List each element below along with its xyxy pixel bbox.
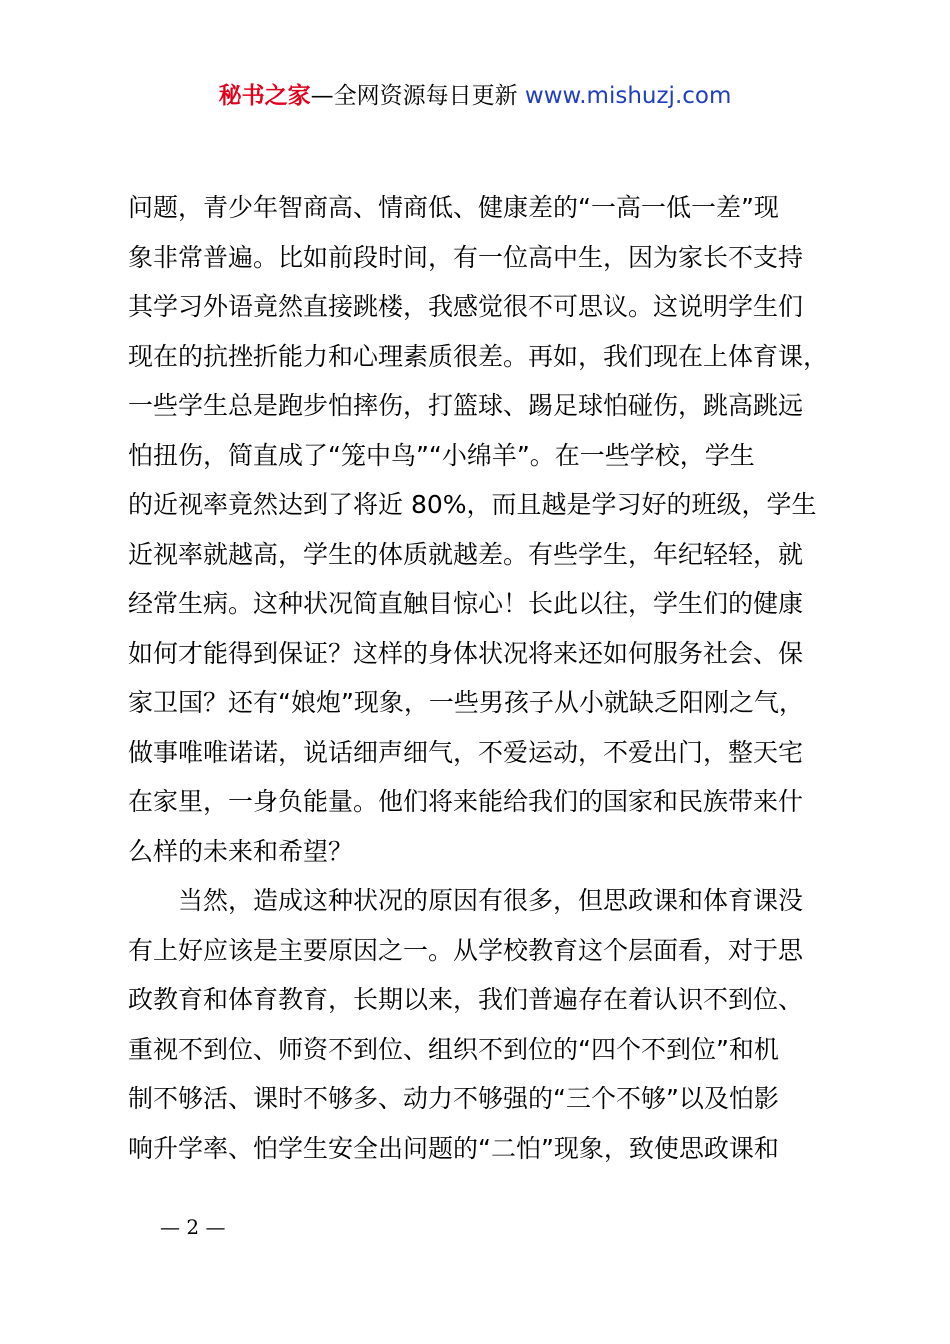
text-line: 有上好应该是主要原因之一。从学校教育这个层面看，对于思 <box>128 935 804 965</box>
text-line: 问题，青少年智商高、情商低、健康差的“一高一低一差”现 <box>128 193 779 222</box>
text-line: 么样的未来和希望？ <box>128 836 354 866</box>
text-line: 近视率就越高，学生的体质就越差。有些学生，年纪轻轻，就 <box>128 539 804 569</box>
text-line: 一些学生总是跑步怕摔伤，打篮球、踢足球怕碰伤，跳高跳远 <box>128 391 804 420</box>
document-body <box>128 183 838 1173</box>
text-line: 如何才能得到保证？这样的身体状况将来还如何服务社会、保 <box>128 638 804 668</box>
text-line: 的近视率竟然达到了将近 80%，而且越是学习好的班级，学生 <box>128 490 817 519</box>
text-line: 政教育和体育教育，长期以来，我们普遍存在着认识不到位、 <box>128 985 804 1014</box>
paragraph-first-line: 当然，造成这种状况的原因有很多，但思政课和体育课没 <box>178 886 804 915</box>
page-number: — 2 — <box>160 1215 226 1239</box>
header-tagline: —全网资源每日更新 <box>310 83 518 109</box>
text-line: 响升学率、怕学生安全出问题的“二怕”现象，致使思政课和 <box>128 1133 779 1163</box>
page-header <box>0 80 950 112</box>
text-line: 其学习外语竟然直接跳楼，我感觉很不可思议。这说明学生们 <box>128 292 804 321</box>
brand-name: 秘书之家 <box>218 83 311 109</box>
text-line: 做事唯唯诺诺，说话细声细气，不爱运动，不爱出门，整天宅 <box>128 737 804 767</box>
text-line: 怕扭伤，简直成了“笼中鸟”“小绵羊”。在一些学校，学生 <box>128 440 755 470</box>
text-line: 经常生病。这种状况简直触目惊心！长此以往，学生们的健康 <box>128 589 804 618</box>
text-line: 重视不到位、师资不到位、组织不到位的“四个不到位”和机 <box>128 1034 779 1064</box>
text-line: 在家里，一身负能量。他们将来能给我们的国家和民族带来什 <box>128 787 804 816</box>
text-line: 现在的抗挫折能力和心理素质很差。再如，我们现在上体育课， <box>128 341 829 371</box>
text-line: 制不够活、课时不够多、动力不够强的“三个不够”以及怕影 <box>128 1084 779 1113</box>
site-url-link[interactable]: www.mishuzj.com <box>524 83 732 109</box>
text-line: 家卫国？还有“娘炮”现象，一些男孩子从小就缺乏阳刚之气， <box>128 688 804 717</box>
text-line: 象非常普遍。比如前段时间，有一位高中生，因为家长不支持 <box>128 242 804 272</box>
